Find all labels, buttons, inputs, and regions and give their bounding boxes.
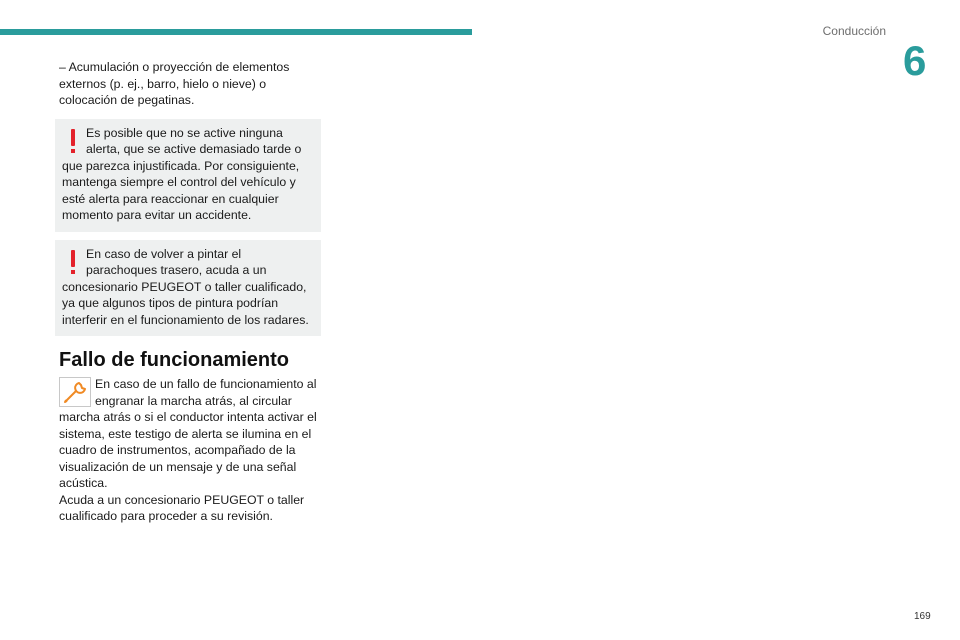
- chapter-number: 6: [903, 37, 927, 84]
- advice-text: Acuda a un concesionario PEUGEOT o taller cualificado para proceder a su revisión.: [59, 492, 305, 523]
- malfunction-block: [59, 376, 321, 525]
- page-number: 169: [914, 611, 931, 622]
- header-accent-bar: [0, 29, 472, 35]
- section-title: Conducción: [822, 24, 886, 38]
- exclamation-warning-icon: [62, 125, 84, 155]
- wrench-warning-icon: [59, 377, 91, 407]
- notice-text: Es posible que no se active ninguna alerta, que se active demasiado tarde o que parezca injustificada. Por consiguiente, mantenga siempre el control del vehículo y esté alerta para reaccionar en cualquier momento para evitar un accidente.: [62, 125, 302, 222]
- warning-notice-2: [55, 240, 321, 337]
- malfunction-text: En caso de un fallo de funcionamiento al engranar la marcha atrás, al circular marcha atrás o si el conductor intenta activar el sistema, este testigo de alerta se ilumina en el cuadro de instrumentos, acompañado de la visualización de un mensaje y de una señal acústica.: [59, 377, 317, 490]
- warning-notice-1: [55, 119, 321, 232]
- section-heading: Fallo de funcionamiento: [59, 349, 290, 371]
- notice-text: En caso de volver a pintar el parachoques trasero, acuda a un concesionario PEUGEOT o taller cualificado, ya que algunos tipos de pintura podrían interferir en el funcionamiento de los radares.: [62, 246, 309, 327]
- main-content: [59, 59, 321, 525]
- exclamation-warning-icon: [62, 246, 84, 276]
- intro-paragraph: – Acumulación o proyección de elementos externos (p. ej., barro, hielo o nieve) o colocación de pegatinas.: [59, 60, 290, 107]
